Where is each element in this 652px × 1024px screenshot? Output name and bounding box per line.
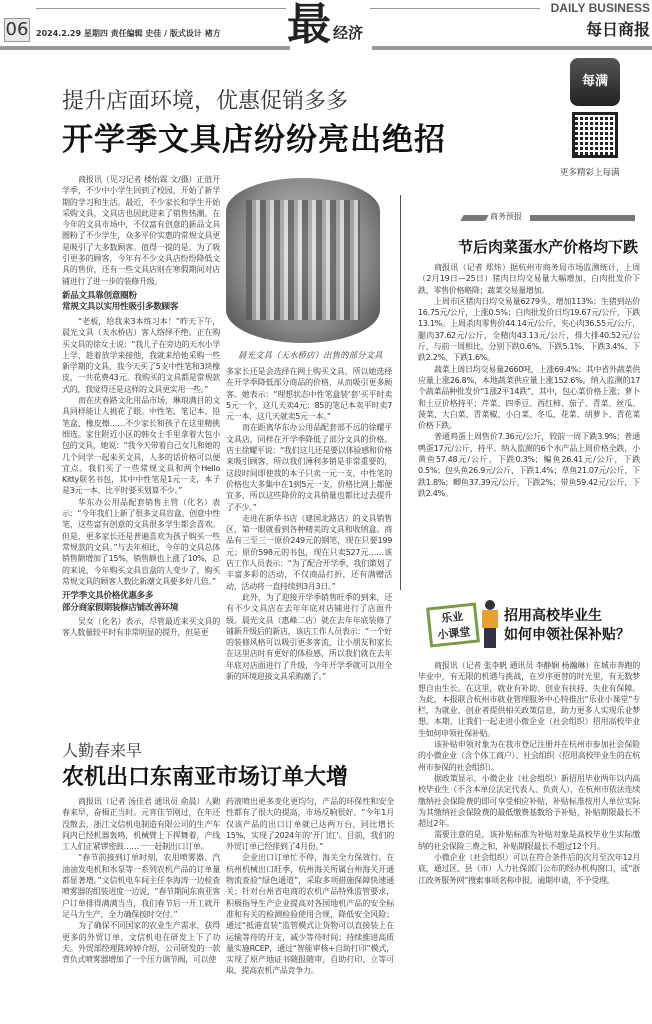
brief-paragraph: 上周市区猪肉日均交易量6279头，增加113%；生猪到站价16.75元/公斤，上涨0.5%；白肉批发价日均19.67元/公斤，下跌13.1%。上周杀肉零售价44.14元/公斤，夹心肉36.55元/公斤，腿肉37.62元/公斤，全精肉43.13元/公斤，排大排40.52元/公斤，与前一周相比，分别下跌0.6%、下跌5.1%、下跌3.4%、下跌2.2%、下跌1.6%。 [418,296,640,363]
column-paragraph: 据政策显示，小微企业（社会组织）新招用毕业两年以内高校毕业生（不含本单位法定代表人、负责人），在杭州市依法连续缴纳社会保险费的即可享受相应补贴，补贴标准按用人单位实际为其缴纳社会保险费的最低缴费基数给予补贴，补贴期限最长不超过2年。 [418,773,640,829]
qr-caption: 更多精彩上每满 [560,168,620,178]
lead-paragraph: 商报讯（见习记者 楼怡霖 文/摄）正值开学季，不少中小学生回到了校园，开始了新学期的学习和生活。最近，不少家长和学生开始采购文具，文具店也因此迎来了销售热潮。在今年的文具市场中，不仅富有创意的新品文具圈粉了不少学生，众多平价实惠的常规文具更是吸引了大多数顾客。值得一提的是，为了吸引更多的顾客，今年有不少文具店纷纷降低文具的售价，还有一些文具店则在寒假期间对店铺进行了进一步的装修升级。 [62,175,220,286]
cartoon-figure-icon [482,600,498,650]
badge-line-2: 小课堂 [436,625,471,642]
second-paragraph: 药液喷出更多变化更均匀，产品的环保性和安全性都有了很大的提高，市场反响很好。“今年1月仅该产品的出口订单就已达两万台，同比增长15%，实现了2024年的‘开门红’。目前，我们的外贸订单已经排到了4月份。” [226,797,394,852]
lead-paragraph: “老板，给我来3本练习本！”昨天下午，晨光文具（天水桥店）客人络绎不绝。正在购买文具的徐女士说：“我儿子在旁边的天水小学上学，趁着放学来接他，我就来给他采购一些新学期的文具，我今天买了5支中性笔和3块橡皮，一共花费43元。我购买的文具都是常规款式的，我觉得还是这样的文具更实用一些。” [62,316,220,394]
column-title: 招用高校毕业生 如何申领社保补贴？ [504,608,630,643]
stationery-store-photo [226,178,380,343]
second-paragraph: “春节前接到订单时刻，农用喷雾器、汽油油发电机和水泵等一系列农机产品的订单量都显著增。”文信机电车间主任李海涛一边检查喷雾器的组装进度一边说，“春节期间东南亚客户订单排得满满当当，我们春节后一开工就开足马力生产，全力确保按时交付。” [62,853,220,919]
brief-tag: 商务预报 [490,212,522,221]
second-subtitle: 人勤春来早 [62,741,143,760]
section-name: 经济 [333,24,364,42]
second-title: 农机出口东南亚市场订单大增 [62,765,349,790]
second-column-2 [226,796,394,977]
brief-paragraph: 商报讯（记者 郑炜）据杭州市商务局市场监测统计，上周（2月19日—25日）猪肉日均交易量大幅增加，白肉批发价下跌，零售价格略降；蔬菜交易量增加。 [418,263,640,295]
lead-subheading-2: 开学季文具价格优惠多多 部分商家假期装修店铺改善环境 [62,591,179,613]
column-paragraph: 该补贴申领对象为在我市登记注册并在杭州市参加社会保险的小微企业（含个体工商户）、社会组织（招用高校毕业生的在杭州市参保的社会组织）。 [418,740,640,772]
second-column-1 [62,796,220,965]
lead-column-2 [226,366,392,682]
column-paragraph: 小微企业（社会组织）可以在符合条件后的次月至次年12月底，通过区、县（市）人力社保部门公布的经办机构窗口，或“浙江政务服务网”搜索事项名称申报。逾期申请，不予受理。 [418,853,640,885]
section-big-char: 最 [287,0,331,50]
brand-en: DAILY BUSINESS [550,1,650,15]
brief-body [418,262,640,499]
column-badge [426,602,480,647]
column-body [418,660,640,886]
column-paragraph: 商报讯（记者 张李帆 通讯员 李静娴 杨瀚琳）在城市奔跑的毕业中，有无限的机遇与挑战，在岁序更替的时光里，有无数梦想自由生长。在这里，就业有补助、创业有扶持、失业有保障。为此，本报联合杭州市就业管理服务中心特推出“乐业小课堂”专栏，为就业、创业者提供相关政策信息，助力更多人实现乐业梦想。本期，让我们一起走进小微企业（社会组织）招用高校毕业生如何申领社保补贴。 [418,661,640,738]
lead-paragraph: 此外，为了迎接开学季销售旺季的到来，还有不少文具店在去年年底对店铺进行了店面升级。晨光文具（惠峰二店）就在去年年底装修了铺新升级后的新店，该店工作人员表示：“一个好的装修风格可以吸引更多客流，让小朋友和家长在这里店时有更好的体验感，所以我们就在去年年底对店面进行了升级，今年开学季就可以用全新的环境迎接文具采购潮了。” [226,592,392,682]
dateline: 2024.2.29 星期四 责任编辑 史佳 / 版式设计 褚方 [36,29,221,38]
header-rule-right [372,46,652,50]
lead-paragraph: 走进在新华书店（建国北路店）的文具销售区，第一眼就看到各种精美的文具和收纳盒。商品有三至三一原价249元的钢笔，现在只要199元；原价598元的书包，现在只卖527元……该店工作人员表示：“为了配合开学季，我们策划了丰富多彩的活动，不仅商品打折，还有满赠活动，活动将一直持续到3月3日。” [226,513,392,591]
brief-title: 节后肉菜蛋水产价格均下跌 [458,238,639,256]
brand-cn: 每日商报 [585,20,650,39]
column-divider [400,195,401,590]
lead-title: 开学季文具店纷纷亮出绝招 [62,122,446,158]
column-paragraph: 需要注意的是，该补贴标准为补贴对象是高校毕业生实际缴纳的社会保险三费之和，补贴期限最长不超过12个月。 [418,830,640,851]
lead-subtitle: 提升店面环境，优惠促销多多 [62,89,349,114]
lead-paragraph: 而在庆春路文化用品市场，琳琅满目的文具同样能让人挑花了眼。中性笔、笔记本、铅笔盒、橡皮擦……不少家长和孩子在这里精挑细选。家住附近小区的韩女士手里拿着大包小包的文具，她说：“我今天带着自己女儿和她的几个同学一起来买文具，人多的话价格可以便宜点。我们买了一些常规文具和两个Hello Kitty联名书包，其中中性笔是1元一支，本子是3元一本，比平时要买划算不少。” [62,396,220,496]
app-icon[interactable]: 每满 [570,58,620,106]
tag-bar-left [460,215,488,221]
photo-caption: 晨光文具（天水桥店）出售的部分文具 [238,351,383,361]
qr-code-icon[interactable] [572,112,618,158]
lead-paragraph: 华东办公用品配套销售主管（化名）表示：“今年我们上新了很多文具盲盒、创意中性笔，这些富有创意的文具很多学生都会喜欢。但是，更多家长还是普遍喜欢为孩子购买一些常规款的文具。”与去年相比，今年的文具总体销售额增加了15%，销售额也上涨了10%，总的来说，今年购买文具盲盒的人变少了，购买常规文具的顾客人数比新潮文具要多好几倍。” [62,497,220,586]
header-rule-left [0,46,290,50]
header-rule-top-right [370,8,540,9]
tag-bar-right [530,215,635,221]
lead-paragraph: 吴女（化名）表示，尽管最近来买文具的客人数量较平时有非常明显的提升，但是更 [62,617,220,638]
brief-paragraph: 蔬菜上周日均交易量2660吨，上涨69.4%；其中省外蔬菜供应量上涨26.8%，本地蔬菜供应量上涨152.6%。纳入监测的17个蔬菜品种批发价“1涨2平14跌”，其中，包心菜价格上涨；萝卜和土豆价格持平；芹菜、四季豆、西红柿、茄子、青菜、丝瓜、菠菜、大白菜、青菜椒、小白菜、冬瓜、花菜、胡萝卜、青花菜价格下跌。 [418,364,640,431]
header-rule-top [36,8,286,9]
second-paragraph: 为了确保不同国家的农业生产需求，获得更多的外贸订单，文信机电在研发上下了功夫。外贸部经理陈婷婷介绍，公司研发的一款背负式喷雾器增加了一个压力调节阀，可以使 [62,921,220,965]
lead-subheading-1: 新品文具靠创意圈粉 常规文具以实用性吸引多数顾客 [62,290,179,313]
lead-column-1 [62,174,220,639]
second-paragraph: 企业出口订单忙不停，海关全力保效行。在杭州机械出口旺季，杭州海关所属台州海关开通物流查验“绿色通道”，采取多项措施保障快速通关；针对台州省电商的农机产品特殊监管要求，积极指导生产企业提高对各国地机产品的安全标准和有关的检测检验使用合规，降低安全风险；通过“抵港直装”监管模式让货物可以直接装上在运输等待的开支，减少等待时间；持续推进高质量实施RCEP，通过“智能审核+自助打印”模式，实现了原产地证书随报随审、自助打印、立等可取，提高农机产品竞争力。 [226,853,394,976]
badge-line-1: 乐业 [440,609,464,626]
second-paragraph: 商报讯（记者 汤佳君 通讯员 俞晨）人勤春来早，奋楫正当时。元宵佳节刚过，在年还没散去，浙江文信机电制造有限公司的生产车间内已经机器轰鸣，机械臂上下挥舞着，产线工人们正紧锣密鼓……一一赶制出口订单。 [62,797,220,852]
lead-paragraph: 而在距离华东办公用品配套部不远的徐耀平文具店，同样在开学季降低了部分文具的价格。店主徐耀平说：“我们这儿还是要以体验感和价格来吸引顾客，所以我们薄利多销是非常重要的，这段时间即使我的本子只卖一元一支，中性笔的价格也大多集中在1到5元一支，价格比网上都便宜多，所以这些降价的文具销量也都比过去提升了不少。” [226,423,392,512]
page-number: 06 [5,19,29,40]
lead-paragraph: 多家长还是会选择在网上购买文具，所以她选择在开学季降低部分商品的价格，从而吸引更多顾客。她表示：“理想状态中性笔盒装‘套’买平时卖5元一个，这几天卖4元；85的笔记本卖平时卖7元一本，这几天就卖5元一本。” [226,367,392,422]
brief-paragraph: 普通鸡蛋上周售价7.36元/公斤，较前一周下跌3.9%；普通鸭蛋17元/公斤，持平。纳入监测的6个水产品上周价格全跌，小黄鱼57.48元/公斤，下跌0.3%；鳊鱼26.41元/公斤，下跌0.5%；包头鱼26.9元/公斤，下跌1.4%；草鱼21.07元/公斤，下跌1.8%；鲫鱼37.39元/公斤，下跌2%；带鱼59.42元/公斤，下跌2.4%。 [418,432,640,498]
